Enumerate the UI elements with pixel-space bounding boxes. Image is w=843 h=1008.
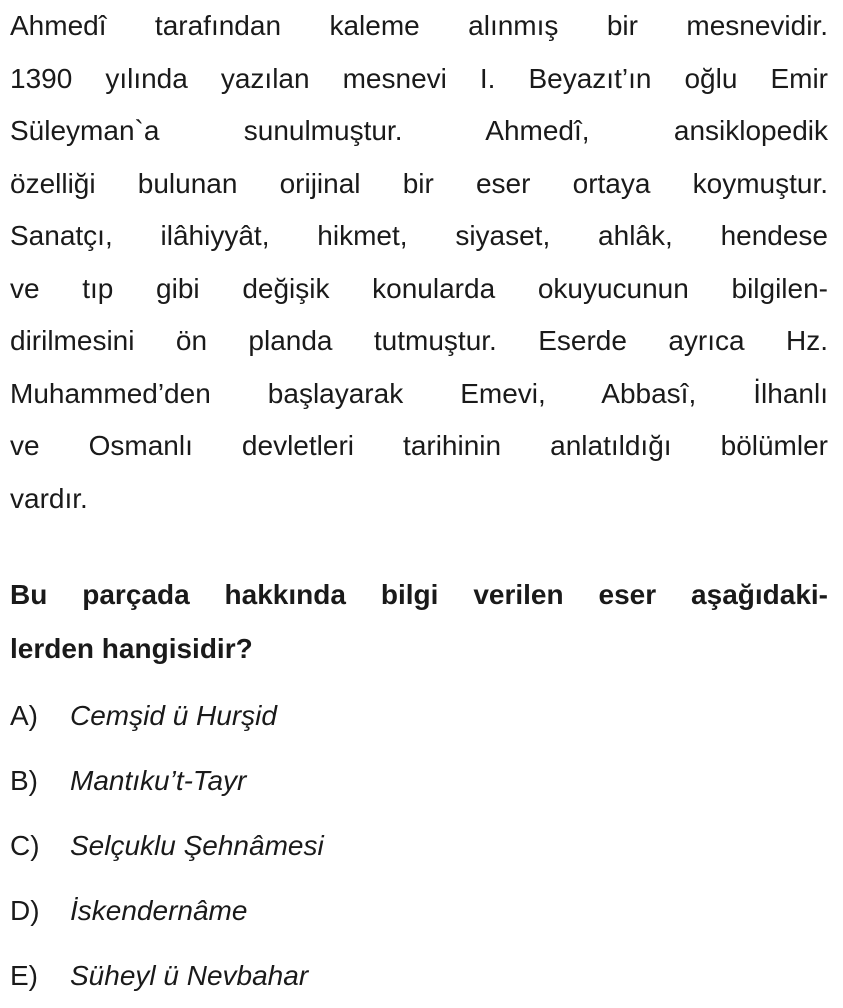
option-letter: C)	[10, 830, 40, 861]
option-text: Cemşid ü Hurşid	[70, 700, 277, 731]
passage-line: Ahmedî tarafından kaleme alınmış bir mesnevidir.	[10, 10, 828, 41]
question-line: lerden hangisidir?	[10, 633, 253, 664]
passage	[10, 0, 828, 525]
passage-line: dirilmesini ön planda tutmuştur. Eserde ayrıca Hz.	[10, 325, 828, 356]
answer-option-a[interactable]	[10, 683, 828, 748]
passage-line: Süleyman`a sunulmuştur. Ahmedî, ansiklopedik	[10, 115, 828, 146]
option-letter: B)	[10, 765, 38, 796]
answer-option-e[interactable]	[10, 943, 828, 1008]
passage-line: Muhammed’den başlayarak Emevi, Abbasî, İlhanlı	[10, 377, 828, 409]
passage-line: ve tıp gibi değişik konularda okuyucunun bilgilen-	[10, 272, 828, 304]
answer-options	[10, 683, 828, 1008]
question-line: Bu parçada hakkında bilgi verilen eser aşağıdaki-	[10, 579, 828, 610]
passage-line: 1390 yılında yazılan mesnevi I. Beyazıt’ın oğlu Emir	[10, 62, 828, 94]
passage-line: özelliği bulunan orijinal bir eser ortaya koymuştur.	[10, 167, 828, 199]
option-text: Mantıku’t-Tayr	[70, 765, 247, 796]
answer-option-b[interactable]	[10, 748, 828, 813]
passage-line: ve Osmanlı devletleri tarihinin anlatıldığı bölümler	[10, 430, 828, 461]
option-letter: A)	[10, 700, 38, 731]
question-stem	[10, 568, 828, 676]
option-text: İskendernâme	[70, 895, 248, 926]
option-text: Selçuklu Şehnâmesi	[70, 830, 324, 861]
answer-option-c[interactable]	[10, 813, 828, 878]
answer-option-d[interactable]	[10, 878, 828, 943]
passage-line: Sanatçı, ilâhiyyât, hikmet, siyaset, ahlâk, hendese	[10, 220, 828, 251]
option-letter: E)	[10, 960, 38, 991]
option-letter: D)	[10, 895, 40, 926]
passage-line: vardır.	[10, 482, 88, 514]
option-text: Süheyl ü Nevbahar	[70, 960, 309, 991]
